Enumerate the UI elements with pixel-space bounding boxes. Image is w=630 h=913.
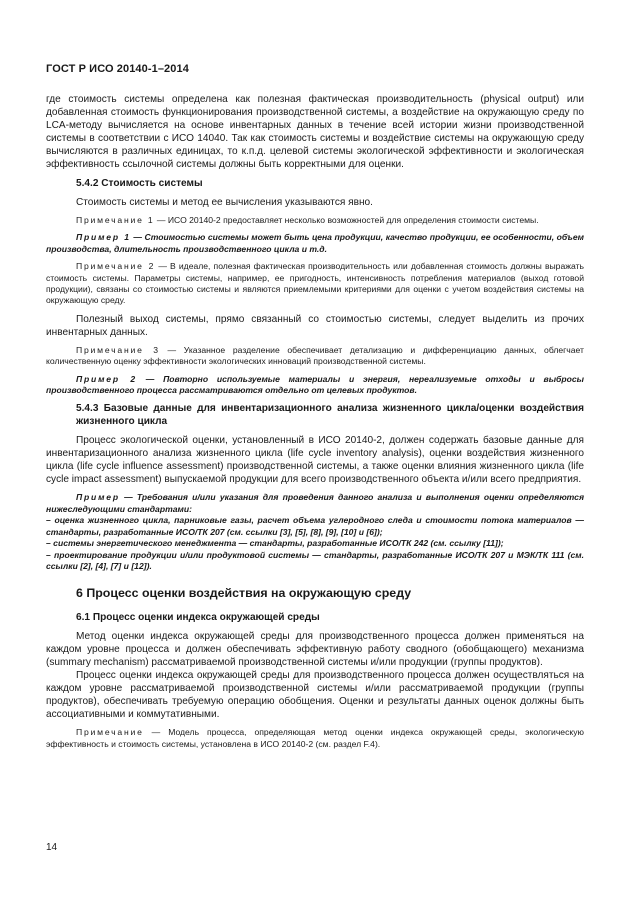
example-3-item-3: – проектирование продукции и/или продуктовой системы — стандарты, разработанные ИСО/ТК 207 и МЭК/ТК 111 (см. ссылки [2], [4], [7] и [12]). — [46, 549, 584, 571]
note-1 — [46, 215, 584, 226]
example-2 — [46, 374, 584, 397]
example-2-text: — Повторно используемые материалы и энергия, нереализуемые отходы и выбросы производственного процесса рассматриваются отдельно от целевых продуктов. — [46, 373, 584, 396]
heading-6-1: 6.1 Процесс оценки индекса окружающей среды — [76, 612, 320, 624]
note-2-label: Примечание 2 — [76, 261, 156, 272]
paragraph-intro: где стоимость системы определена как полезная фактическая производительность (physical output) или добавленная стоимость функционирования производственной системы, а воздействие на окружающую среду по LCA-методу вычисляется на основе инвентарных данных в течение всей истории жизни производственной системы в соответствии с ИСО 14040. Так как стоимость системы и воздействие системы на окружающую среду вычисляются в различных единицах, то к.п.д. целевой системы экологической эффективности и экологическая эффективность ссылочной системы должны быть корректными для оценки. — [46, 94, 584, 170]
example-1-label: Пример 1 — [76, 232, 131, 243]
example-3-item-2: – системы энергетического менеджмента — стандарты, разработанные ИСО/ТК 242 (см. ссылку [11]); — [46, 538, 504, 549]
example-1-text: — Стоимостью системы может быть цена продукции, качество продукции, ее особенности, объем производства, длительность производственного цикла и т.д. — [46, 232, 584, 254]
note-4-label: Примечание — [76, 727, 144, 738]
note-3-label: Примечание 3 — [76, 344, 160, 355]
page-number: 14 — [46, 842, 58, 853]
paragraph-system-cost: Стоимость системы и метод ее вычисления указываются явно. — [76, 197, 373, 208]
note-4 — [46, 727, 584, 750]
example-1 — [46, 232, 584, 255]
example-3 — [46, 492, 584, 515]
heading-section-6: 6 Процесс оценки воздействия на окружающую среду — [76, 586, 412, 601]
heading-5-4-3: 5.4.3 Базовые данные для инвентаризационного анализа жизненного цикла/оценки воздействия жизненного цикла — [76, 403, 584, 428]
page-content — [46, 93, 584, 750]
note-1-label: Примечание 1 — [76, 215, 155, 225]
paragraph-useful-output: Полезный выход системы, прямо связанный со стоимостью системы, следует выделить из прочих инвентарных данных. — [46, 313, 584, 338]
note-2 — [46, 261, 584, 307]
example-3-item-1: – оценка жизненного цикла, парниковые газы, расчет объема углеродного следа и стоимости потока материалов — стандарты, разработанные ИСО/ТК 207 (см. ссылки [3], [5], [8], [9], [10] и [6]); — [46, 515, 584, 537]
note-1-text: — ИСО 20140-2 предоставляет несколько возможностей для определения стоимости системы. — [154, 215, 539, 225]
example-2-label: Пример 2 — [76, 373, 138, 384]
example-3-label: Пример — [76, 492, 120, 503]
example-3-text: — Требования и/или указания для проведения данного анализа и выполнения оценки определяются нижеследующими стандартами: — [46, 492, 584, 514]
paragraph-index-process: Процесс оценки индекса окружающей среды для производственного процесса должен осуществляться на каждом уровне рассматриваемой производственной системы и/или рассматриваемой продукции (группы продуктов), обеспечивать требуемую операцию обобщения. Оценки и результаты данных оценок должны быть ассоциативными и коммутативными. — [46, 670, 584, 721]
paragraph-index-method: Метод оценки индекса окружающей среды для производственного процесса должен применяться на каждом уровне процесса и должен обеспечивать эффективную работу сводного (обобщающего) механизма (summary mechanism) рассматриваемой производственной системы и/или продукции (группы продуктов). — [46, 631, 584, 669]
note-3 — [46, 345, 584, 368]
document-header: ГОСТ Р ИСО 20140-1–2014 — [46, 63, 189, 75]
note-3-text: — Указанное разделение обеспечивает детализацию и дифференциацию данных, облегчает количественную оценку эффективности экологических инноваций производственной системы. — [46, 344, 584, 367]
note-2-text: — В идеале, полезная фактическая производительность или добавленная стоимость должны выражать стоимость системы. Параметры системы, например, ее пригодность, интенсивность потребления материалов (выход готовой продукции), связаны со стоимостью системы и являются приемлемыми критериями для оценки с учетом воздействия системы на окружающую среду. — [46, 261, 584, 306]
note-4-text: — Модель процесса, определяющая метод оценки индекса окружающей среды, экологическую эффективность и стоимость системы, установлена в ИСО 20140-2 (см. раздел F.4). — [46, 727, 584, 749]
paragraph-eco-evaluation: Процесс экологической оценки, установленный в ИСО 20140-2, должен содержать базовые данные для инвентаризационного анализа жизненного цикла (life cycle inventory analysis), оценки воздействия жизненного цикла (life cycle influence assessment) производственной системы, а также оценки влияния жизненного цикла (life cycle impact assessment) выпускаемой продукции для всего производственного объекта и/или всего предприятия. — [46, 435, 584, 486]
heading-5-4-2: 5.4.2 Стоимость системы — [76, 178, 203, 189]
